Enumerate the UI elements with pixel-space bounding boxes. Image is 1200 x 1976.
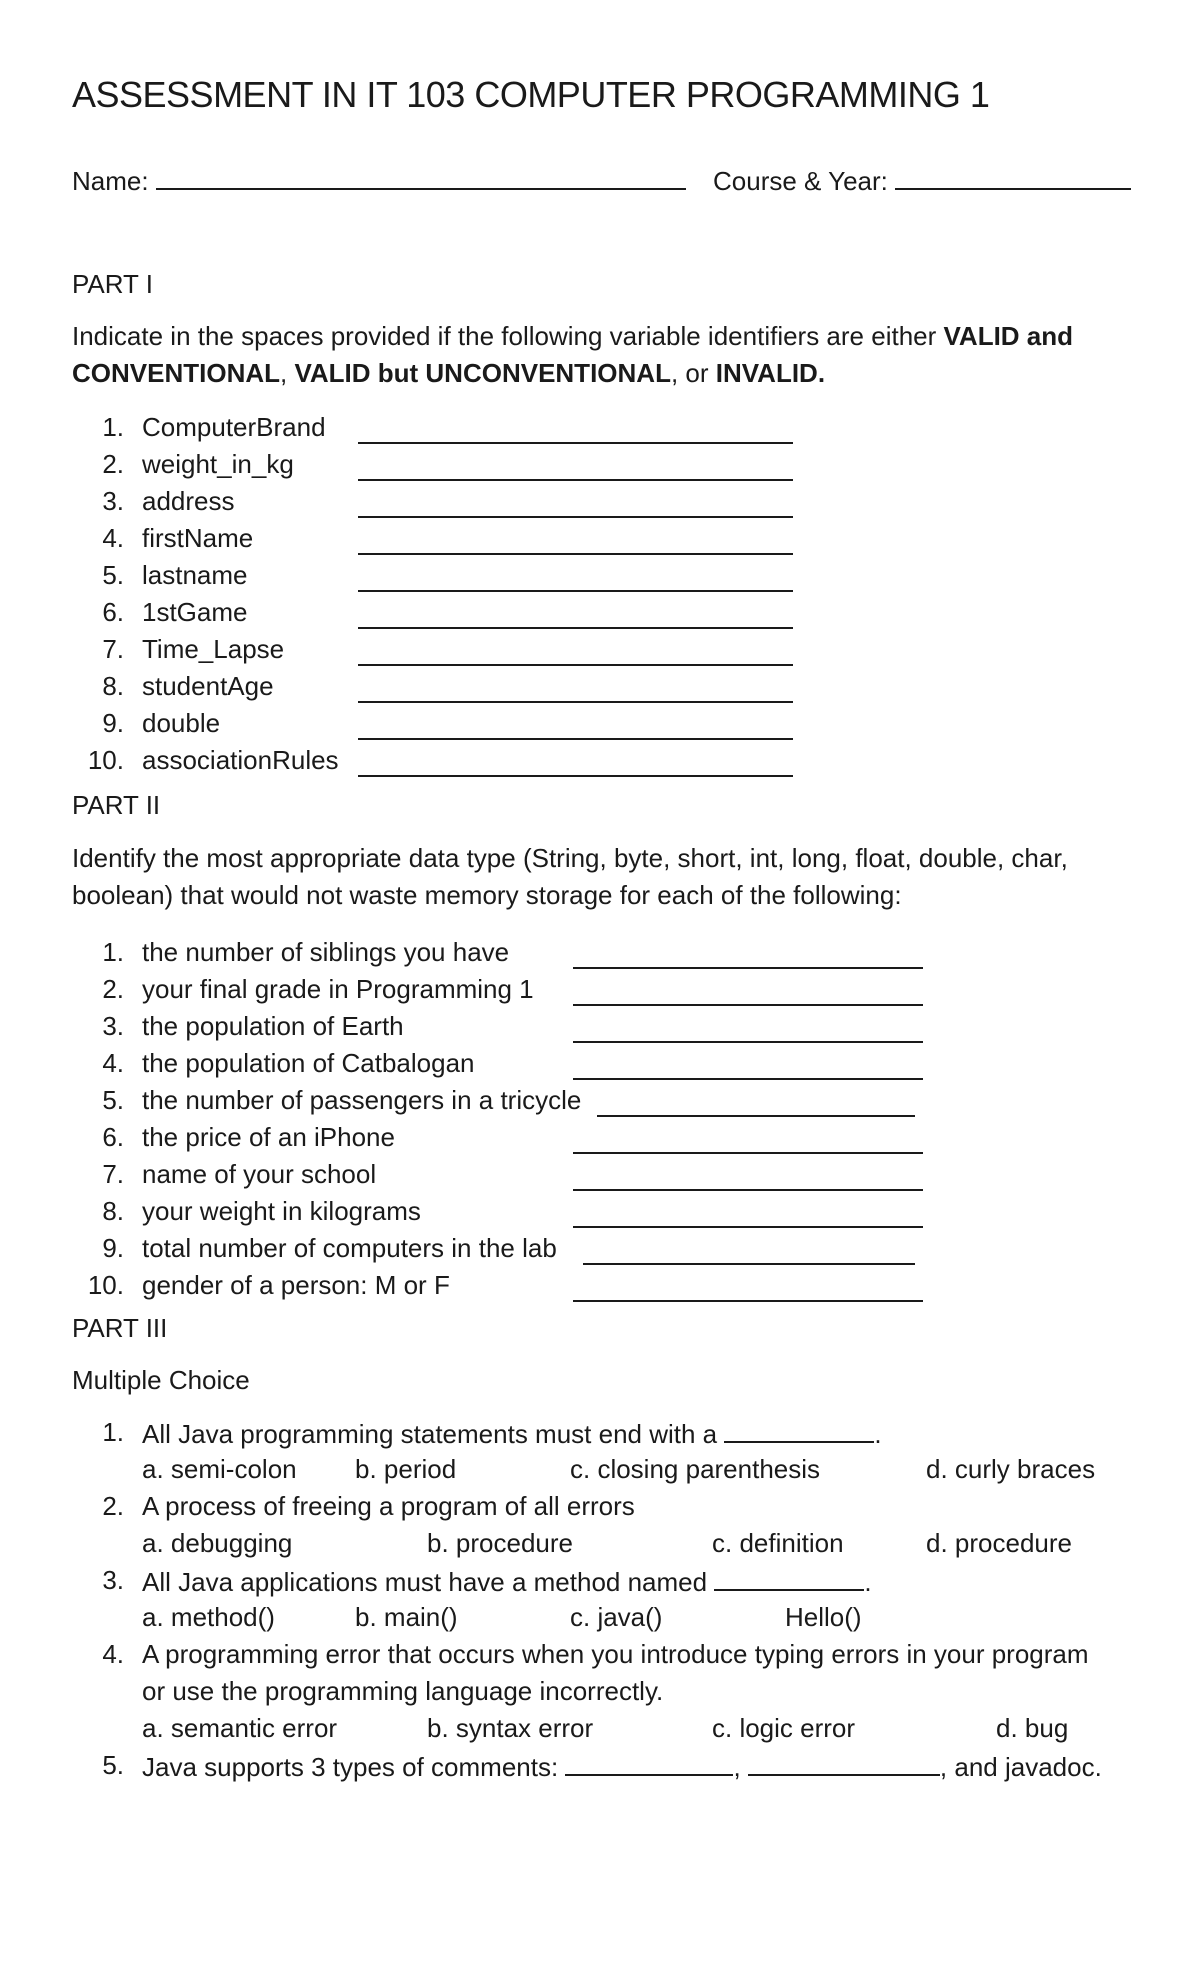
q3-choice-a[interactable]: a. method(): [142, 1602, 275, 1632]
q1-end: .: [874, 1419, 882, 1449]
q3-choice-d[interactable]: Hello(): [785, 1602, 862, 1632]
q4-number: 4.: [102, 1639, 124, 1669]
part2-answer-blank[interactable]: [573, 1128, 923, 1154]
part3-heading: PART III: [72, 1313, 168, 1343]
part2-item-number: 10.: [87, 1270, 124, 1300]
part1-item-number: 1.: [102, 412, 124, 442]
q4-text-line2: or use the programming language incorrectly.: [142, 1676, 664, 1706]
part2-item-number: 1.: [102, 937, 124, 967]
q5-stem: Java supports 3 types of comments:: [142, 1752, 559, 1782]
part2-item-number: 5.: [102, 1085, 124, 1115]
part1-item-text: double: [142, 708, 221, 738]
course-blank[interactable]: [895, 164, 1131, 190]
q5-text: [142, 1750, 1102, 1783]
part1-item-number: 5.: [102, 560, 124, 590]
part1-item-number: 2.: [102, 449, 124, 479]
name-blank[interactable]: [156, 164, 686, 190]
part2-item-number: 7.: [102, 1159, 124, 1189]
part1-answer-blank[interactable]: [358, 529, 793, 555]
q1-choice-c[interactable]: c. closing parenthesis: [570, 1454, 821, 1484]
part1-instructions: [72, 318, 1132, 392]
part2-item-text: gender of a person: M or F: [142, 1270, 450, 1300]
q3-end: .: [864, 1567, 872, 1597]
part2-item-text: the population of Catbalogan: [142, 1048, 475, 1078]
part1-item-number: 7.: [102, 634, 124, 664]
q2-choice-c[interactable]: c. definition: [712, 1528, 844, 1558]
part2-item-number: 9.: [102, 1233, 124, 1263]
q1-choice-b[interactable]: b. period: [355, 1454, 457, 1484]
part2-item-text: the number of siblings you have: [142, 937, 510, 967]
name-label: Name:: [72, 166, 149, 196]
part2-answer-blank[interactable]: [573, 1165, 923, 1191]
part1-answer-blank[interactable]: [358, 455, 793, 481]
part1-answer-blank[interactable]: [358, 418, 793, 444]
course-label: Course & Year:: [713, 166, 888, 196]
part2-answer-blank[interactable]: [583, 1239, 915, 1265]
q2-text: A process of freeing a program of all errors: [142, 1491, 635, 1521]
instr-c: ,: [280, 358, 295, 388]
q2-number: 2.: [102, 1491, 124, 1521]
instr-d: VALID but UNCONVENTIONAL: [294, 358, 671, 388]
part2-item-text: the number of passengers in a tricycle: [142, 1085, 582, 1115]
q5-sep: ,: [733, 1752, 741, 1782]
q4-choice-c[interactable]: c. logic error: [712, 1713, 856, 1743]
part1-item-text: firstName: [142, 523, 254, 553]
q1-blank[interactable]: [724, 1417, 874, 1443]
part2-item-number: 3.: [102, 1011, 124, 1041]
part1-item-text: weight_in_kg: [142, 449, 294, 479]
q3-blank[interactable]: [714, 1565, 864, 1591]
part2-item-number: 8.: [102, 1196, 124, 1226]
part1-answer-blank[interactable]: [358, 603, 793, 629]
part1-answer-blank[interactable]: [358, 751, 793, 777]
name-line: [72, 164, 686, 197]
q3-stem: All Java applications must have a method named: [142, 1567, 708, 1597]
part1-item-number: 9.: [102, 708, 124, 738]
part1-item-number: 8.: [102, 671, 124, 701]
part2-item-number: 4.: [102, 1048, 124, 1078]
part2-item-text: your final grade in Programming 1: [142, 974, 534, 1004]
q1-number: 1.: [102, 1417, 124, 1447]
q1-choice-a[interactable]: a. semi-colon: [142, 1454, 297, 1484]
q1-choice-d[interactable]: d. curly braces: [926, 1454, 1096, 1484]
part1-item-text: Time_Lapse: [142, 634, 285, 664]
q3-number: 3.: [102, 1565, 124, 1595]
part2-heading: PART II: [72, 790, 161, 820]
part2-item-text: the price of an iPhone: [142, 1122, 395, 1152]
part1-answer-blank[interactable]: [358, 566, 793, 592]
instr-b: VALID and CONVENTIONAL: [72, 321, 1074, 388]
part2-instructions: Identify the most appropriate data type (String, byte, short, int, long, float, double, char, boolean) that would not waste memory storage for each of the following:: [72, 843, 1068, 910]
part2-answer-blank[interactable]: [573, 943, 923, 969]
part1-item-text: lastname: [142, 560, 248, 590]
part1-answer-blank[interactable]: [358, 714, 793, 740]
part1-item-text: ComputerBrand: [142, 412, 326, 442]
course-line: [713, 164, 1131, 197]
q3-choice-c[interactable]: c. java(): [570, 1602, 663, 1632]
q5-blank-1[interactable]: [565, 1750, 733, 1776]
page-title: ASSESSMENT IN IT 103 COMPUTER PROGRAMMING 1: [72, 74, 990, 115]
part2-answer-blank[interactable]: [597, 1091, 915, 1117]
q4-choice-a[interactable]: a. semantic error: [142, 1713, 338, 1743]
part2-item-number: 6.: [102, 1122, 124, 1152]
part1-item-text: address: [142, 486, 235, 516]
q4-choice-b[interactable]: b. syntax error: [427, 1713, 594, 1743]
part1-item-number: 10.: [87, 745, 124, 775]
q3-text: [142, 1565, 872, 1598]
q5-number: 5.: [102, 1750, 124, 1780]
part2-answer-blank[interactable]: [573, 1017, 923, 1043]
q2-choice-d[interactable]: d. procedure: [926, 1528, 1072, 1558]
part2-item-text: name of your school: [142, 1159, 377, 1189]
q4-text-line1: A programming error that occurs when you introduce typing errors in your program: [142, 1639, 1089, 1669]
instr-f: INVALID.: [715, 358, 826, 388]
part1-item-number: 6.: [102, 597, 124, 627]
part3-subheading: Multiple Choice: [72, 1365, 250, 1395]
part2-item-number: 2.: [102, 974, 124, 1004]
part2-answer-blank[interactable]: [573, 1202, 923, 1228]
instr-e: , or: [670, 358, 716, 388]
q3-choice-b[interactable]: b. main(): [355, 1602, 458, 1632]
q5-blank-2[interactable]: [748, 1750, 940, 1776]
q4-choice-d[interactable]: d. bug: [996, 1713, 1069, 1743]
part2-answer-blank[interactable]: [573, 1054, 923, 1080]
part1-answer-blank[interactable]: [358, 492, 793, 518]
part2-item-text: total number of computers in the lab: [142, 1233, 557, 1263]
part2-item-text: your weight in kilograms: [142, 1196, 421, 1226]
part2-answer-blank[interactable]: [573, 1276, 923, 1302]
part1-item-number: 4.: [102, 523, 124, 553]
q1-stem: All Java programming statements must end with a: [142, 1419, 718, 1449]
part1-item-text: 1stGame: [142, 597, 248, 627]
q5-end: , and javadoc.: [939, 1752, 1102, 1782]
q1-text: [142, 1417, 882, 1450]
part1-item-text: studentAge: [142, 671, 274, 701]
q2-choice-a[interactable]: a. debugging: [142, 1528, 293, 1558]
q2-choice-b[interactable]: b. procedure: [427, 1528, 573, 1558]
part1-answer-blank[interactable]: [358, 640, 793, 666]
part2-item-text: the population of Earth: [142, 1011, 404, 1041]
instr-a: Indicate in the spaces provided if the following variable identifiers are either: [72, 321, 944, 351]
part1-item-text: associationRules: [142, 745, 339, 775]
part2-answer-blank[interactable]: [573, 980, 923, 1006]
part1-item-number: 3.: [102, 486, 124, 516]
part1-answer-blank[interactable]: [358, 677, 793, 703]
part1-heading: PART I: [72, 269, 153, 299]
